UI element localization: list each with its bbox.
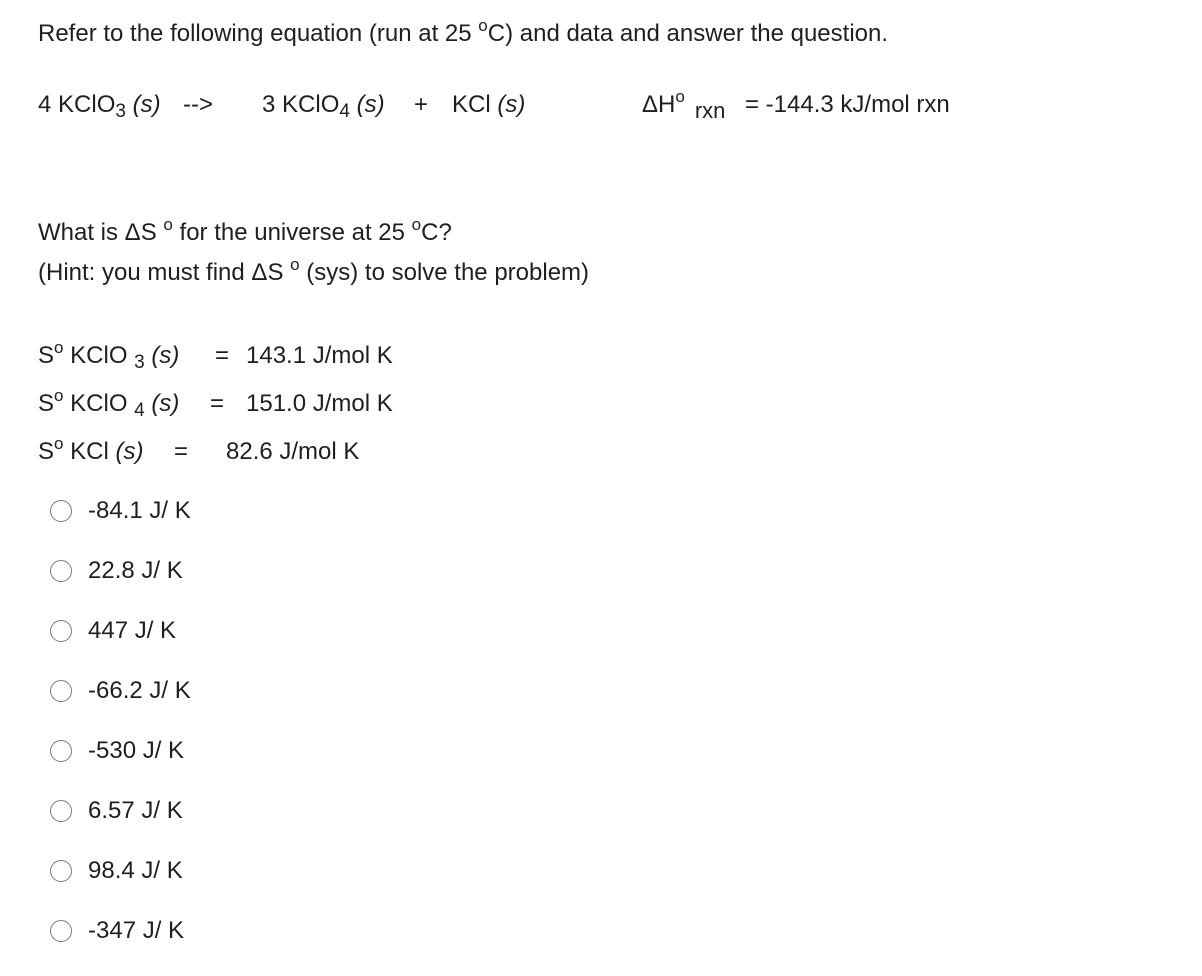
answer-option[interactable] [50, 736, 184, 766]
radio-button[interactable] [50, 560, 72, 582]
entropy-kclo4-equals: = [210, 390, 225, 417]
radio-button[interactable] [50, 680, 72, 702]
radio-button[interactable] [50, 740, 72, 762]
radio-button[interactable] [50, 920, 72, 942]
enthalpy-label: $\Delta H^orxn$ [642, 87, 726, 123]
entropy-kclo4-value: 151.0 J/mol K [246, 390, 393, 417]
option-label: -530 J/ K [88, 737, 185, 764]
product-2: KCl (s) [452, 91, 526, 118]
entropy-kclo3-value: 143.1 J/mol K [246, 342, 393, 369]
option-label: -66.2 J/ K [88, 677, 191, 704]
radio-button[interactable] [50, 800, 72, 822]
enthalpy-value: = -144.3 kJ/mol rxn [745, 91, 950, 118]
option-label: 98.4 J/ K [88, 857, 183, 884]
entropy-kcl-equals: = [174, 438, 189, 465]
answer-option[interactable] [50, 676, 191, 706]
option-label: 447 J/ K [88, 617, 177, 644]
reaction-arrow: --> [183, 91, 213, 118]
answer-option[interactable] [50, 916, 184, 946]
entropy-kclo3-equals: = [215, 342, 230, 369]
answer-option[interactable] [50, 856, 183, 886]
answer-option[interactable] [50, 496, 191, 526]
question-text: What is ΔS $^o$ for the universe at 25 $^o$C? [38, 215, 452, 246]
intro-text: Refer to the following equation (run at 25 $^o$C) and data and answer the question. [38, 16, 889, 47]
entropy-kclo4-label: $S^o$ KClO $_4$ (s) [38, 386, 180, 421]
product-1: 3 KClO$_4$ (s) [262, 91, 385, 122]
entropy-kcl-value: 82.6 J/mol K [226, 438, 360, 465]
plus-sign: + [414, 91, 429, 118]
option-label: 22.8 J/ K [88, 557, 183, 584]
option-label: 6.57 J/ K [88, 797, 183, 824]
answer-option[interactable] [50, 616, 176, 646]
radio-button[interactable] [50, 860, 72, 882]
option-label: -84.1 J/ K [88, 497, 191, 524]
reactant: 4 KClO$_3$ (s) [38, 91, 161, 122]
answer-option[interactable] [50, 796, 183, 826]
hint-text: (Hint: you must find ΔS $^o$ (sys) to solve the problem) [38, 255, 590, 286]
radio-button[interactable] [50, 620, 72, 642]
option-label: -347 J/ K [88, 917, 185, 944]
entropy-kclo3-label: $S^o$ KClO $_3$ (s) [38, 338, 180, 373]
answer-option[interactable] [50, 556, 183, 586]
radio-button[interactable] [50, 500, 72, 522]
entropy-kcl-label: $S^o$ KCl (s) [38, 434, 144, 465]
